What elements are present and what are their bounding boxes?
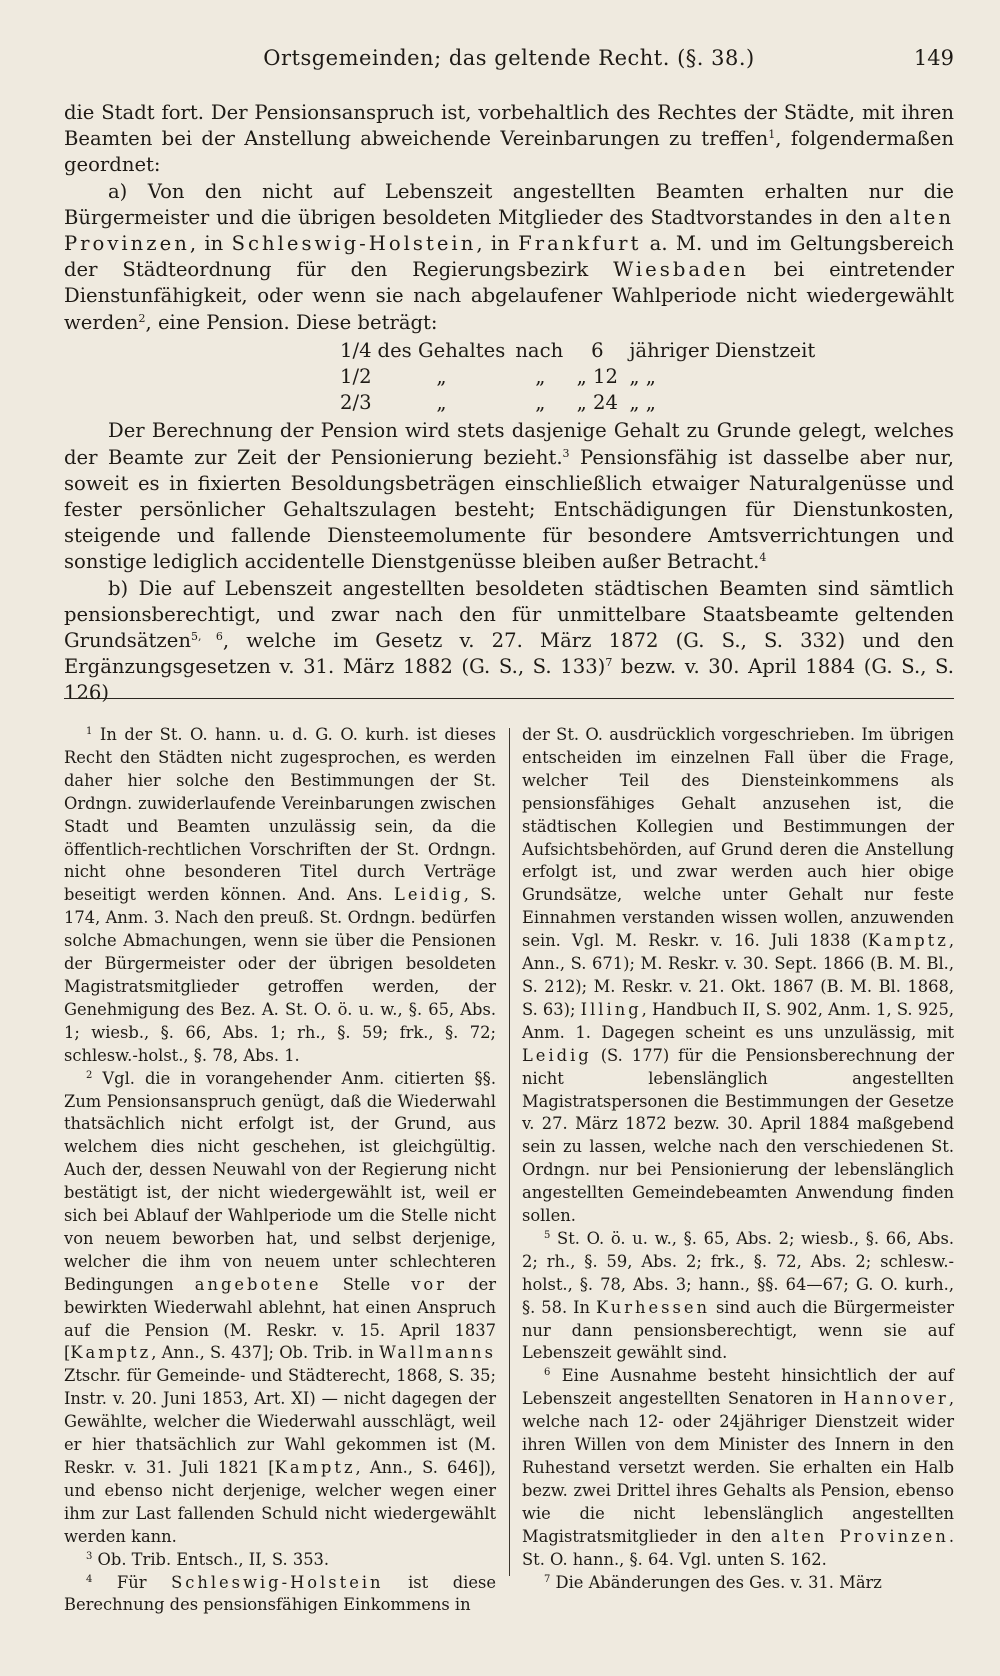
scale-row [340,338,825,364]
text-segment: der St. O. ausdrücklich vorgeschrieben. Im übrigen entscheiden im einzelnen Fall über die Frage, welcher Teil des Diensteinkommens als pensionsfähiges Gehalt anzusehen ist, die städtischen Kollegien und Bestimmungen der Aufsichtsbehörden, auf Grund deren die Anstellung erfolgt ist, und zwar werden auch hier obige Grundsätze, welche unter Gehalt nur feste Einnahmen verstanden wissen wollen, anzuwenden sein. Vgl. M. Reskr. v. 16. Juli 1838 ( [522,725,954,951]
text-segment: , in [189,232,232,256]
text-segment: Die Abänderungen des Ges. v. 31. März [550,1572,882,1592]
spaced-emphasis: Wiesbaden [613,258,749,282]
spaced-emphasis: alten Provinzen [64,205,954,256]
text-segment: In der St. O. hann. u. d. G. O. kurh. ist dieses Recht den Städten nicht zugesprochen, es werden daher hier solche den Bestimmungen der St. Ordngn. zuwiderlaufende Vereinbarungen zwischen Stadt und Beamten unzulässig sein, da die öffentlich-rechtlichen Vorschriften der St. Ordngn. nicht ohne besonderen Titel durch Verträge beseitigt werden können. And. Ans. [64,725,496,905]
footnote-separator [64,698,954,699]
text-segment: . St. O. hann., §. 64. Vgl. unten S. 162. [522,1526,954,1569]
spaced-emphasis: alten Provinzen [770,1526,949,1546]
paragraph-intro [64,100,954,179]
text-segment: St. O. ö. u. w., §. 65, Abs. 2; wiesb., §. 66, Abs. 2; rh., §. 59, Abs. 2; frk., §. 72, Abs. 2; schlesw.-holst., §. 78, Abs. 3; hann., §§. 64—67; G. O. kurh., §. 58. In [522,1228,954,1317]
text-segment: , S. 174, Anm. 3. Nach den preuß. St. Ordngn. bedürfen solche Abmachungen, wenn sie über die Pensionen der Bürgermeister oder der übrigen besoldeten Magistratsmitglieder getroffen werden, der Genehmigung des Bez. A. St. O. ö. u. w., §. 65, Abs. 1; wiesb., §. 66, Abs. 1; rh., §. 59; frk., §. 72; schlesw.-holst., §. 78, Abs. 1. [64,885,496,1065]
footnote-number: 6 [544,1367,551,1379]
footnote-number: 1 [86,726,93,737]
scale-cell: „ „ [629,365,656,389]
footnotes [64,724,954,1652]
footnote-ref: 1 [768,128,776,142]
text-segment: , Handbuch II, S. 902, Anm. 1, S. 925, Anm. 1. Dagegen scheint es uns unzulässig, mit [522,999,954,1042]
spaced-emphasis: Illing [580,999,642,1019]
scale-years: „ 12 [576,365,618,389]
text-segment: ist diese Berechnung des pensionsfähigen Einkommens in [64,1572,496,1615]
footnote-1 [64,724,496,1068]
scale-cell: „ [535,365,546,389]
footnote-7 [522,1572,954,1595]
footnote-number: 4 [86,1573,93,1585]
text-segment: Pensionsfähig ist dasselbe aber nur, soweit es in fixierten Besoldungsbeträgen einschließlich etwaiger Naturalgenüsse und fester persönlicher Gehaltszulagen besteht; Entschädigungen für Dienstunkosten, steigende und fallende Diensteemolumente für besondere Amtsverrichtungen und sonstige lediglich accidentelle Dienstgenüsse bleiben außer Betracht. [64,445,954,574]
spaced-emphasis: Schleswig-Holstein [231,232,477,256]
footnote-ref: 7 [605,656,613,670]
text-segment: Eine Ausnahme besteht hinsichtlich der auf Lebenszeit angestellten Senatoren in [522,1366,954,1409]
footnote-number: 7 [544,1573,551,1585]
text-segment: Ztschr. für Gemeinde- und Städterecht, 1868, S. 35; Instr. v. 20. Juni 1853, Art. XI) — nicht dagegen der Gewählte, welcher die Wiederwahl ausschlägt, weil er hier thatsächlich zur Wahl gekommen ist (M. Reskr. v. 31. Juli 1821 [ [64,1366,496,1477]
spaced-emphasis: Frankfurt [518,232,642,256]
main-text [64,100,954,707]
text-segment: die Stadt fort. Der Pensionsanspruch ist, vorbehaltlich des Rechtes der Städte, mit ihren Beamten bei der Anstellung abweichende Vereinbarungen zu treffen [64,101,954,151]
scale-cell: „ [436,391,447,415]
spaced-emphasis: Leidig [522,1045,592,1065]
scale-cell: „ [436,365,447,389]
footnote-number: 3 [86,1550,93,1562]
page-header [64,46,954,76]
footnote-number: 5 [544,1229,551,1241]
text-segment: , folgendermaßen geordnet: [64,127,954,177]
scale-fraction: 2/3 [340,391,372,415]
footnote-ref: 2 [138,311,146,325]
scale-fraction: 1/4 [340,338,372,362]
footnote-column-right [522,724,954,1594]
footnote-3 [64,1549,496,1572]
spaced-emphasis: Leidig [394,885,464,905]
spaced-emphasis: Kurhessen [595,1297,710,1317]
text-segment: , Ann., S. 671); M. Reskr. v. 30. Sept. 1866 (B. M. Bl., S. 212); M. Reskr. v. 21. Okt. 1867 (B. M. Bl. 1868, S. 63); [522,931,954,1019]
spaced-emphasis: Wallmanns [379,1343,496,1363]
page-number: 149 [913,46,954,70]
text-segment: , in [476,232,519,256]
paragraph-calculation [64,418,954,575]
spaced-emphasis: angebotene [194,1274,322,1294]
footnote-2 [64,1068,496,1549]
text-segment: Vgl. die in vorangehender Anm. citierten §§. Zum Pensionsanspruch genügt, daß die Wiederwahl thatsächlich nicht erfolgt ist, der Grund, aus welchem dies nicht geschehen, ist gleichgültig. Auch der, dessen Neuwahl von der Regierung nicht bestätigt ist, der nicht wiedergewählt ist, weil er sich bei Ablauf der Wahlperiode um die Stelle nicht von neuem beworben hat, und selbst derjenige, welcher die ihm von neuem unter schlechteren Bedingungen [64,1068,496,1294]
text-segment: , Ann., S. 437]; Ob. Trib. in [151,1343,380,1363]
paragraph-a [64,179,954,336]
text-segment: Ob. Trib. Entsch., II, S. 353. [92,1549,330,1569]
scale-row [340,364,825,390]
footnote-number: 2 [86,1069,93,1081]
footnote-4-continued [522,724,954,1228]
paragraph-b [64,576,954,707]
scale-cell: jähriger Dienstzeit [629,338,816,362]
footnote-column-left [64,724,496,1617]
scale-row [340,390,825,416]
text-segment: a) Von den nicht auf Lebenszeit angestellten Beamten erhalten nur die Bürgermeister und die übrigen besoldeten Mitglieder des Stadtvorstandes in den [64,179,954,229]
text-segment: Für [92,1572,172,1592]
spaced-emphasis: vor [411,1274,448,1294]
text-segment: (S. 177) für die Pensionsberechnung der nicht lebenslänglich angestellten Magistratspersonen die Bestimmungen der Gesetze v. 27. März 1872 bezw. 30. April 1884 maßgebend sein zu lassen, welche nach den verschiedenen St. Ordngn. nur bei Pensionierung der lebenslänglich angestellten Gemeindebeamten Anwendung finden sollen. [522,1045,954,1226]
scale-intro: Diese beträgt: [295,310,438,334]
text-segment: sind auch die Bürgermeister nur dann pensionsberechtigt, wenn sie auf Lebenszeit gewählt sind. [522,1297,954,1363]
scale-cell: nach [515,338,564,362]
pension-scale-table [340,338,825,417]
scale-cell: „ „ [629,391,656,415]
text-segment: , welche nach 12- oder 24jähriger Dienstzeit wider ihren Willen von dem Minister des Innern in den Ruhestand versetzt werden. Sie erhalten ein Halb bezw. zwei Drittel ihres Gehalts als Pension, ebenso wie die nicht lebenslänglich angestellten Magistratsmitglieder in den [522,1389,954,1546]
scale-cell: „ [535,391,546,415]
text-segment: b) Die auf Lebenszeit angestellten besoldeten städtischen Beamten sind sämtlich pensionsberechtigt, und zwar nach den für unmittelbare Staatsbeamte geltenden Grundsätzen [64,576,954,653]
footnote-5 [522,1228,954,1365]
column-divider [509,728,510,1576]
text-segment: Der Berechnung der Pension wird stets dasjenige Gehalt zu Grunde gelegt, welches der Beamte zur Zeit der Pensionierung bezieht. [64,419,954,469]
footnote-ref: 5, 6 [190,630,223,644]
scale-cell: des Gehaltes [377,338,506,362]
spaced-emphasis: Hannover [843,1389,949,1409]
spaced-emphasis: Kamptz [274,1458,356,1477]
text-segment: Stelle [321,1274,412,1294]
scale-fraction: 1/2 [340,365,372,389]
text-segment: , Ann., S. 646]), und ebenso nicht derjenige, welcher wegen einer ihm zur Last fallenden Schuld nicht wiedergewählt werden kann. [64,1458,496,1546]
text-segment: a. M. und im Geltungsbereich der Städteordnung für den Regierungsbezirk [64,232,955,282]
spaced-emphasis: Schleswig-Holstein [171,1572,384,1592]
text-segment: bezw. v. 30. April 1884 (G. S., S. 126) [64,655,954,705]
scale-years: „ 24 [576,391,618,415]
footnote-ref: 3 [562,446,570,460]
text-segment: bei eintretender Dienstunfähigkeit, oder wenn sie nach abgelaufener Wahlperiode nicht wiedergewählt werden [64,258,954,334]
text-segment: der bewirkten Wiederwahl ablehnt, hat einen Anspruch auf die Pension (M. Reskr. v. 15. April 1837 [ [64,1274,497,1363]
text-segment: , welche im Gesetz v. 27. März 1872 (G. S., S. 332) und den Ergänzungsgesetzen v. 31. März 1882 (G. S., S. 133) [64,629,954,679]
running-title: Ortsgemeinden; das geltende Recht. (§. 38.) [263,46,755,70]
footnote-4 [64,1572,496,1618]
footnote-ref: 4 [759,551,767,565]
footnote-6 [522,1365,954,1571]
spaced-emphasis: Kamptz [70,1343,152,1363]
scale-years: 6 [591,338,604,362]
text-segment: , eine Pension. [145,310,290,334]
spaced-emphasis: Kamptz [867,931,949,951]
